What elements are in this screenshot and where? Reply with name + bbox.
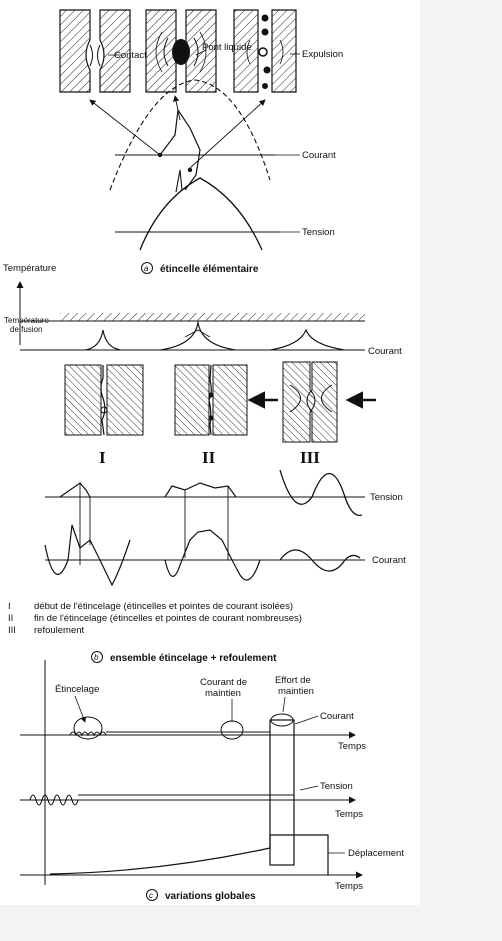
label-temps-1: Temps: [338, 741, 366, 752]
caption-letter-b: b: [94, 653, 99, 662]
tension-sine-b: [280, 470, 362, 515]
label-courant-a: Courant: [302, 150, 336, 161]
stage-label-i: I: [99, 448, 106, 467]
label-courant-maintien-2: maintien: [205, 688, 241, 699]
label-courant-b: Courant: [372, 555, 406, 566]
label-temps-3: Temps: [335, 881, 363, 892]
label-expulsion: Expulsion: [302, 49, 344, 60]
caption-letter-a: a: [144, 264, 149, 273]
label-courant-maintien-1: Courant de: [200, 677, 248, 688]
deplacement-curve: [50, 835, 328, 875]
legend-num-1: I: [8, 601, 11, 612]
legend-text-3: refoulement: [34, 625, 85, 636]
label-tension-a: Tension: [302, 227, 335, 238]
courant-trace-i: [45, 525, 130, 585]
panel-b: [3, 263, 406, 664]
stage-ii-electrodes: [175, 365, 247, 435]
label-tension-c: Tension: [320, 781, 353, 792]
panel-a: [60, 10, 343, 275]
caption-c: variations globales: [165, 891, 256, 902]
legend-b: [8, 601, 302, 636]
panel-c: [20, 660, 404, 902]
courant-trace-ii: [165, 530, 260, 580]
label-temps-2: Temps: [335, 809, 363, 820]
stage-iii-electrodes: [283, 362, 337, 442]
caption-b: ensemble étincelage + refoulement: [110, 653, 277, 664]
label-effort-maintien-2: maintien: [278, 686, 314, 697]
right-margin: [420, 0, 502, 936]
legend-num-3: III: [8, 625, 16, 636]
stage-i-electrodes: [65, 365, 143, 435]
label-pont-liquide: Pont liquide: [202, 42, 252, 53]
label-temperature-fusion-1: Température: [4, 316, 49, 325]
label-temperature-fusion-2: de fusion: [10, 325, 43, 334]
label-deplacement: Déplacement: [348, 848, 404, 859]
legend-text-1: début de l'étincelage (étincelles et pointes de courant isolées): [34, 601, 294, 612]
stage-label-iii: III: [300, 448, 320, 467]
label-courant-top: Courant: [368, 346, 402, 357]
bottom-margin: [0, 905, 420, 936]
label-temperature: Température: [3, 263, 57, 274]
label-contact: Contact: [114, 50, 147, 61]
caption-letter-c: c: [149, 891, 153, 900]
label-effort-maintien-1: Effort de: [275, 675, 311, 686]
tension-curve: [140, 178, 262, 250]
current-spike: [160, 110, 200, 190]
caption-a: étincelle élémentaire: [160, 264, 259, 275]
legend-num-2: II: [8, 613, 14, 624]
label-tension-b: Tension: [370, 492, 403, 503]
maintien-zone: [270, 720, 294, 865]
stage-label-ii: II: [202, 448, 216, 467]
legend-text-2: fin de l'étincelage (étincelles et pointes de courant nombreuses): [34, 613, 302, 624]
label-etincelage: Étincelage: [55, 684, 100, 695]
label-courant-c: Courant: [320, 711, 354, 722]
fusion-band: [60, 313, 365, 321]
